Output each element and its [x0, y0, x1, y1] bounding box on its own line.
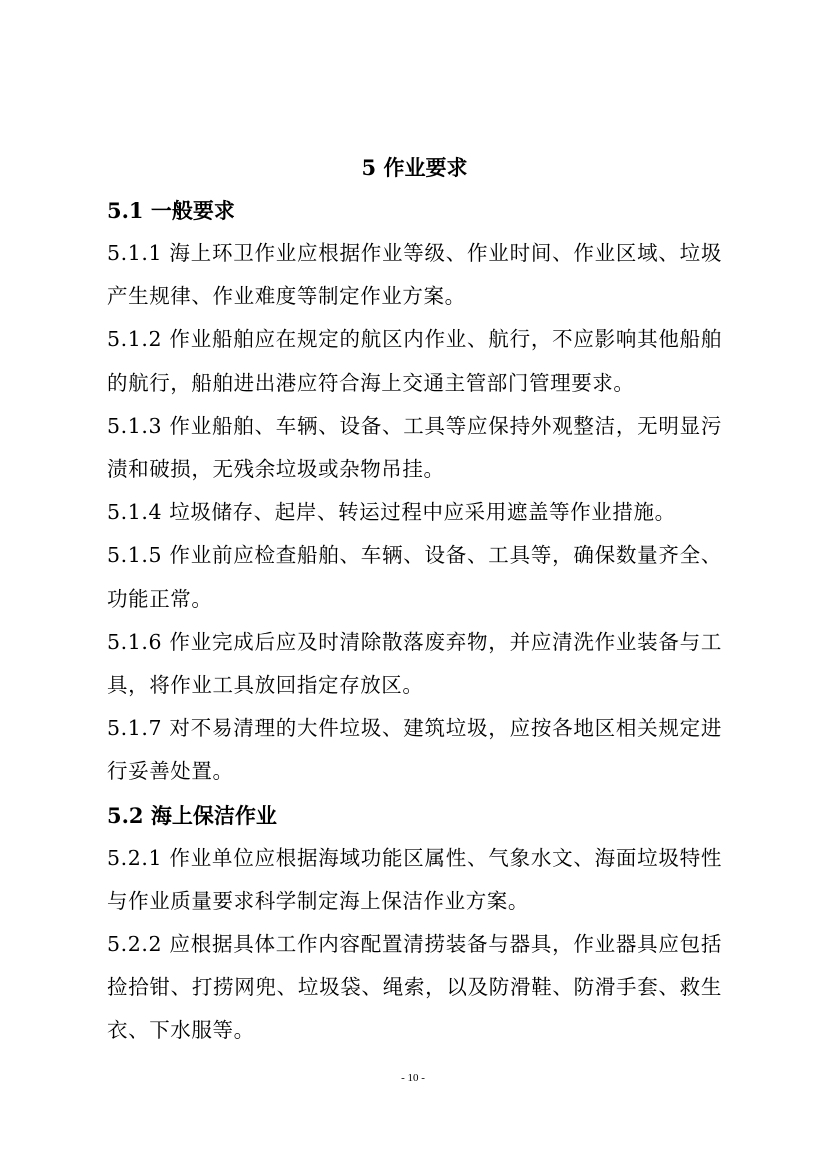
section-heading-5-1: 5.1 一般要求 [107, 198, 235, 223]
clause-5-1-4: 5.1.4 垃圾储存、起岸、转运过程中应采用遮盖等作业措施。 [107, 500, 676, 525]
clause-5-1-3: 5.1.3 作业船舶、车辆、设备、工具等应保持外观整洁，无明显污渍和破损，无残余垃圾或杂物吊挂。 [107, 413, 722, 482]
clause-5-1-5: 5.1.5 作业前应检查船舶、车辆、设备、工具等，确保数量齐全、功能正常。 [107, 543, 722, 611]
page-number: - 10 - [401, 1072, 425, 1084]
chapter-title: 5 作业要求 [361, 155, 468, 180]
clause-5-1-2: 5.1.2 作业船舶应在规定的航区内作业、航行，不应影响其他船舶的航行，船舶进出港应符合海上交通主管部门管理要求。 [107, 327, 722, 395]
clause-5-2-2: 5.2.2 应根据具体工作内容配置清捞装备与器具，作业器具应包括捡拾钳、打捞网兜、垃圾袋、绳索，以及防滑鞋、防滑手套、救生衣、下水服等。 [107, 932, 722, 1043]
document-body [107, 146, 722, 1053]
clause-5-1-6: 5.1.6 作业完成后应及时清除散落废弃物，并应清洗作业装备与工具，将作业工具放回指定存放区。 [107, 629, 722, 698]
clause-5-1-1: 5.1.1 海上环卫作业应根据作业等级、作业时间、作业区域、垃圾产生规律、作业难度等制定作业方案。 [107, 241, 722, 309]
clause-5-2-1: 5.2.1 作业单位应根据海域功能区属性、气象水文、海面垃圾特性与作业质量要求科学制定海上保洁作业方案。 [107, 845, 722, 913]
clause-5-1-7: 5.1.7 对不易清理的大件垃圾、建筑垃圾，应按各地区相关规定进行妥善处置。 [107, 716, 722, 784]
section-heading-5-2: 5.2 海上保洁作业 [107, 802, 277, 828]
